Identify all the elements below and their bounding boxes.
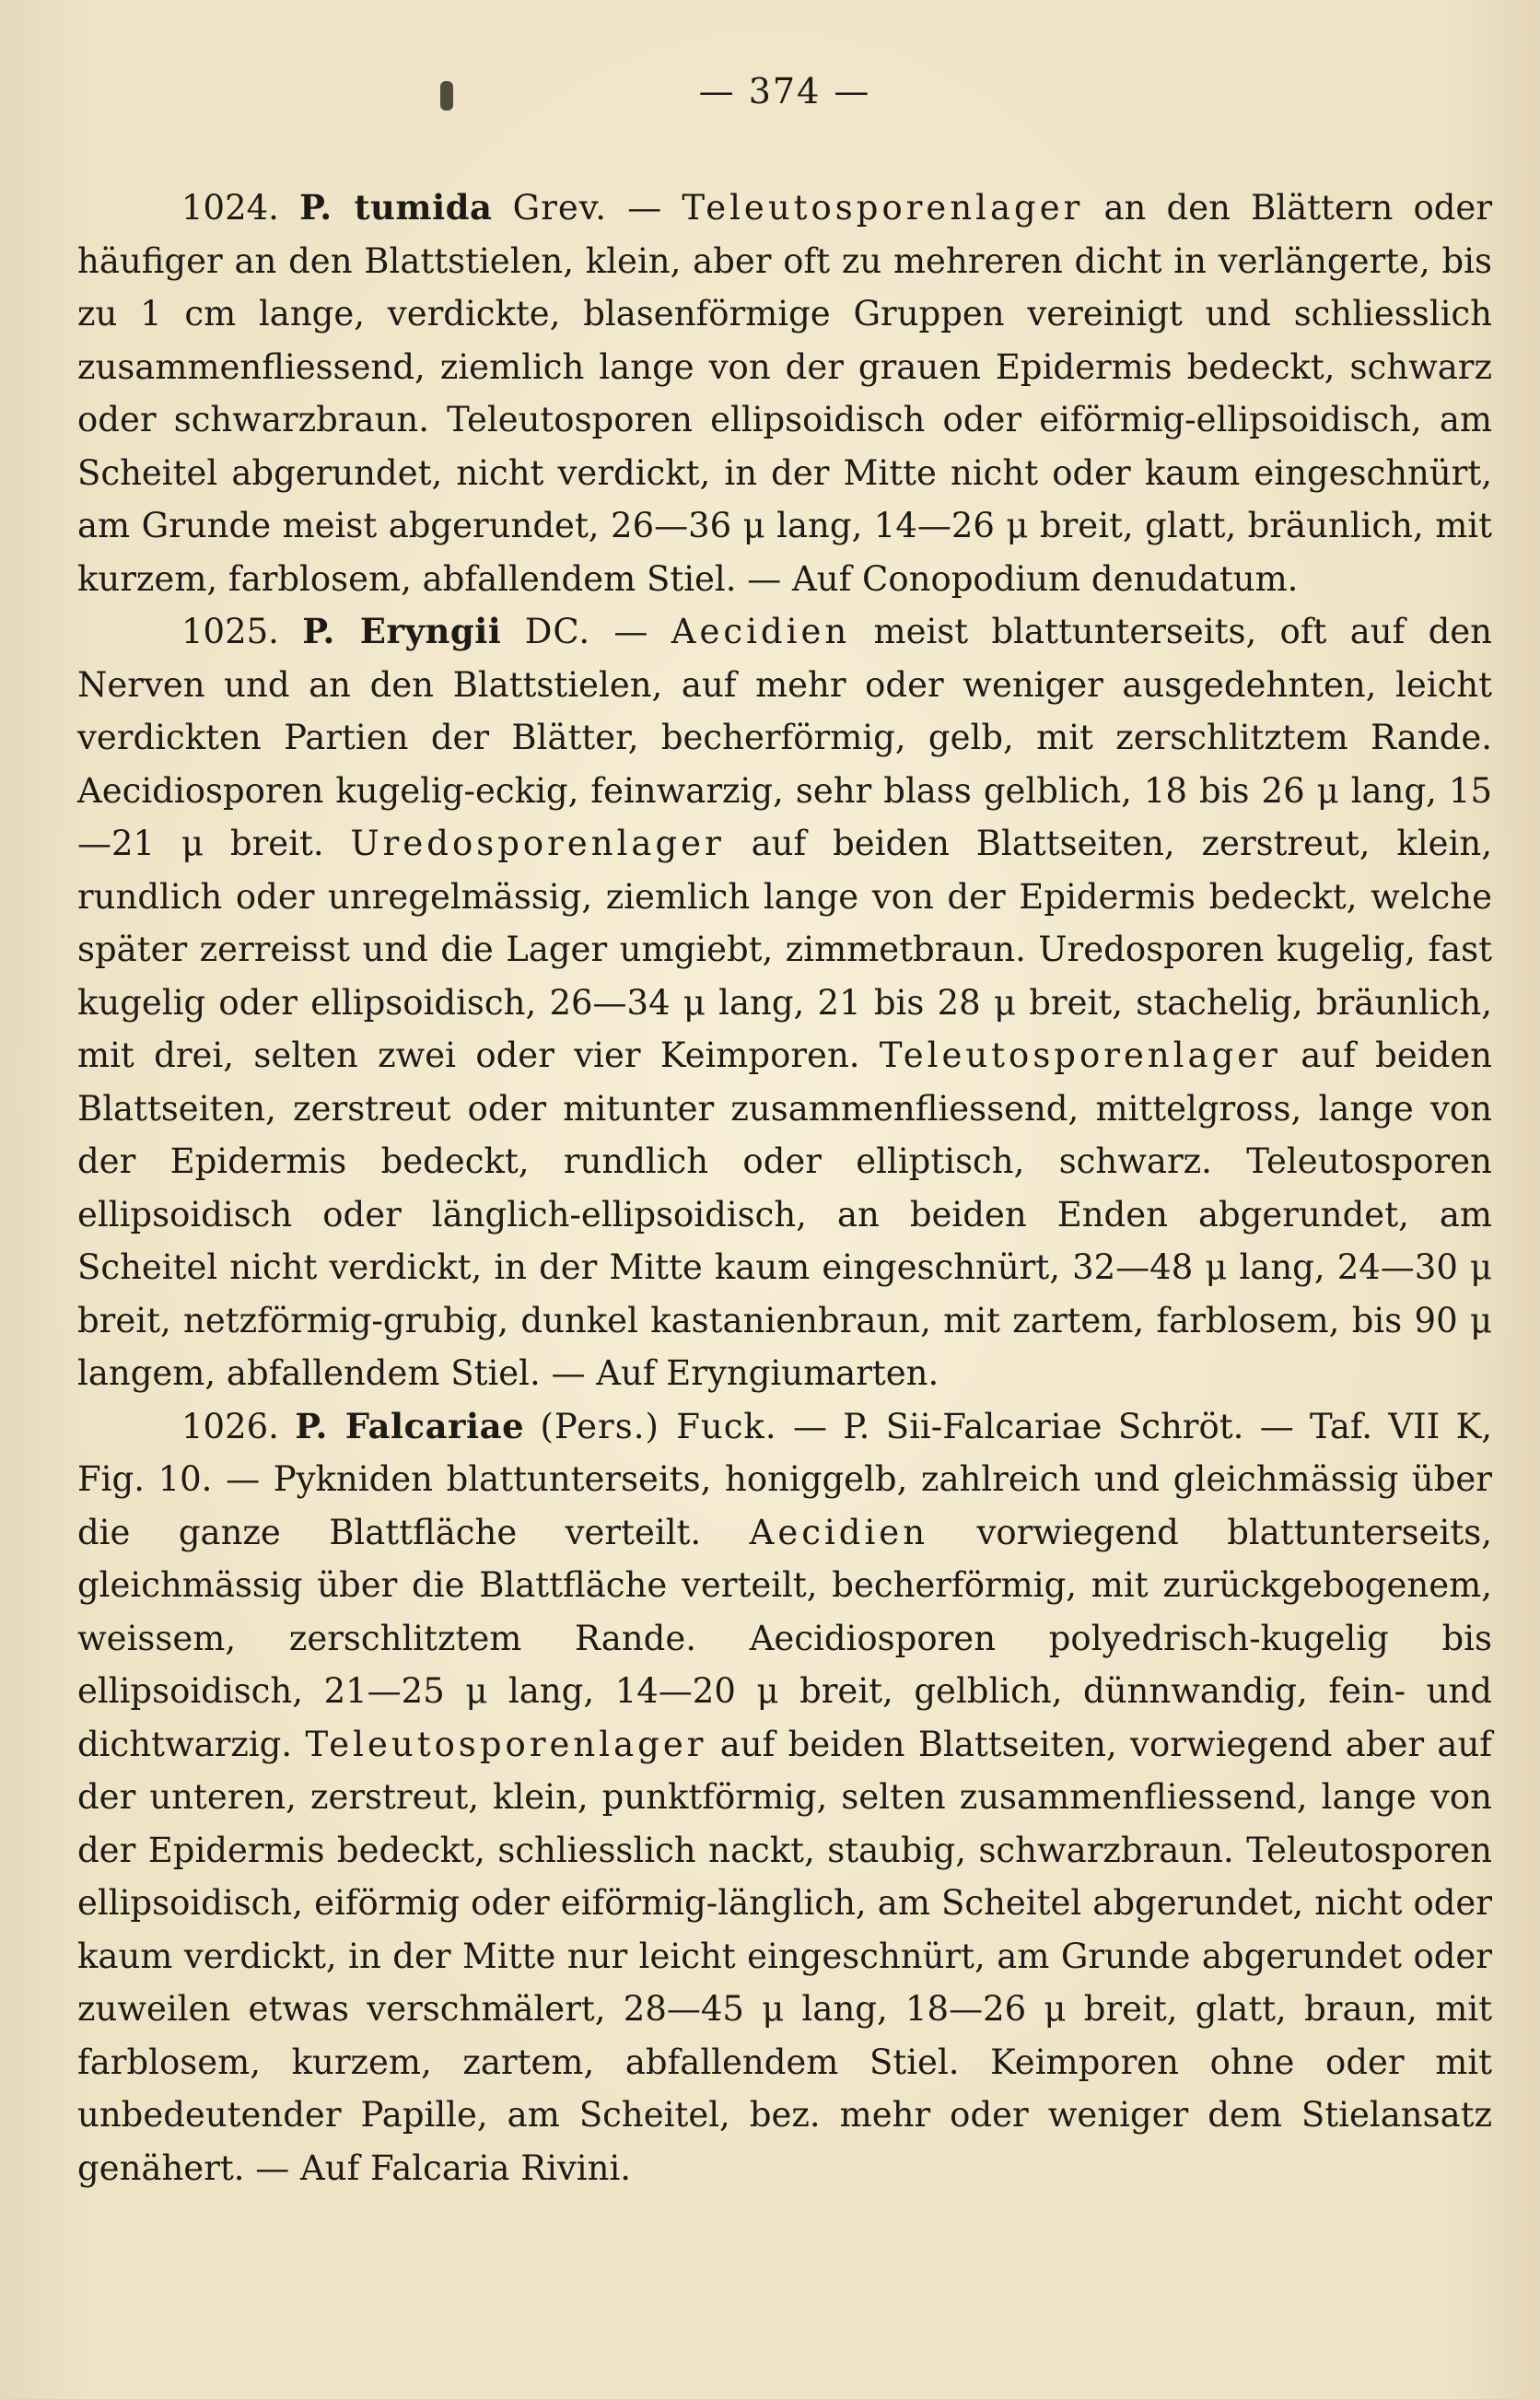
- entry-1025: [77, 605, 1492, 1400]
- spore-stage-term: Aecidien: [749, 1512, 929, 1552]
- entry-dash: —: [607, 188, 682, 228]
- species-name: P. Falcariae: [295, 1405, 525, 1446]
- spore-stage-term: Teleutosporenlager: [305, 1724, 707, 1764]
- entry-text: meist blattunterseits, oft auf den Nerven und an den Blattstielen, auf mehr oder weniger ausgedehnten, leicht verdickten Partien der Blätter, becherförmig, gelb, mit zerschlitztem Rande. Aecidiosporen kugelig-eckig, feinwarzig, sehr blass gelblich, 18 bis 26 μ lang, 15—21 μ breit.: [77, 612, 1493, 863]
- entry-number: 1024.: [181, 188, 279, 228]
- spore-stage-term: Teleutosporenlager: [682, 188, 1084, 228]
- species-author: DC.: [524, 612, 591, 651]
- entries: [77, 181, 1492, 2194]
- spore-stage-term: Uredosporenlager: [350, 824, 725, 863]
- entry-dash: — P. Sii-Falcariae Schröt. — Taf. VII K, Fig. 10. — Pykniden blattunterseits, honiggelb, zahlreich und gleichmässig über die ganze Blattfläche verteilt.: [77, 1406, 1492, 1552]
- species-name: P. tumida: [299, 187, 493, 228]
- entry-text: auf beiden Blattseiten, zerstreut oder mitunter zusammenfliessend, mittelgross, lange von der Epidermis bedeckt, rundlich oder elliptisch, schwarz. Teleutosporen ellipsoidisch oder länglich-ellipsoidisch, an beiden Enden abgerundet, am Scheitel nicht verdickt, in der Mitte kaum eingeschnürt, 32—48 μ lang, 24—30 μ breit, netzförmig-grubig, dunkel kastanienbraun, mit zartem, farblosem, bis 90 μ langem, abfallendem Stiel. — Auf Eryngiumarten.: [77, 1036, 1492, 1393]
- entry-text: auf beiden Blattseiten, zerstreut, klein, rundlich oder unregelmässig, ziemlich lange von der Epidermis bedeckt, welche später zerreisst und die Lager umgiebt, zimmetbraun. Uredosporen kugelig, fast kugelig oder ellipsoidisch, 26—34 μ lang, 21 bis 28 μ breit, stachelig, bräunlich, mit drei, selten zwei oder vier Keimporen.: [77, 824, 1492, 1075]
- spore-stage-term: Aecidien: [671, 612, 851, 651]
- page-header: [77, 0, 1492, 181]
- entry-text: vorwiegend blattunterseits, gleichmässig über die Blattfläche verteilt, becherförmig, mit zurückgebogenem, weissem, zerschlitztem Rande. Aecidiosporen polyedrisch-kugelig bis ellipsoidisch, 21—25 μ lang, 14—20 μ breit, gelblich, dünnwandig, fein- und dichtwarzig.: [77, 1512, 1492, 1764]
- entry-text: auf beiden Blattseiten, vorwiegend aber auf der unteren, zerstreut, klein, punktförmig, selten zusammenfliessend, lange von der Epidermis bedeckt, schliesslich nackt, staubig, schwarzbraun. Teleutosporen ellipsoidisch, eiförmig oder eiförmig-länglich, am Scheitel abgerundet, nicht oder kaum verdickt, in der Mitte nur leicht eingeschnürt, am Grunde abgerundet oder zuweilen etwas verschmälert, 28—45 μ lang, 18—26 μ breit, glatt, braun, mit farblosem, kurzem, zartem, abfallendem Stiel. Keimporen ohne oder mit unbedeutender Papille, am Scheitel, bez. mehr oder weniger dem Stielansatz genähert. — Auf Falcaria Rivini.: [77, 1724, 1492, 2188]
- entry-number: 1025.: [181, 612, 279, 651]
- entry-text: an den Blättern oder häufiger an den Blattstielen, klein, aber oft zu mehreren dicht in verlängerte, bis zu 1 cm lange, verdickte, blasenförmige Gruppen vereinigt und schliesslich zusammenfliessend, ziemlich lange von der grauen Epidermis bedeckt, schwarz oder schwarzbraun. Teleutosporen ellipsoidisch oder eiförmig-ellipsoidisch, am Scheitel abgerundet, nicht verdickt, in der Mitte nicht oder kaum eingeschnürt, am Grunde meist abgerundet, 26—36 μ lang, 14—26 μ breit, glatt, bräunlich, mit kurzem, farblosem, abfallendem Stiel. — Auf Conopodium denudatum.: [77, 188, 1493, 599]
- entry-1026: [77, 1400, 1492, 2195]
- spore-stage-term: Teleutosporenlager: [879, 1036, 1281, 1075]
- species-author: Grev.: [512, 188, 608, 228]
- ink-smudge: [440, 81, 453, 111]
- entry-1024: [77, 181, 1492, 605]
- page-number: — 374 —: [698, 70, 871, 111]
- entry-dash: —: [590, 612, 671, 651]
- entry-number: 1026.: [181, 1406, 279, 1446]
- species-name: P. Eryngii: [302, 611, 502, 651]
- species-author: (Pers.) Fuck.: [540, 1406, 777, 1446]
